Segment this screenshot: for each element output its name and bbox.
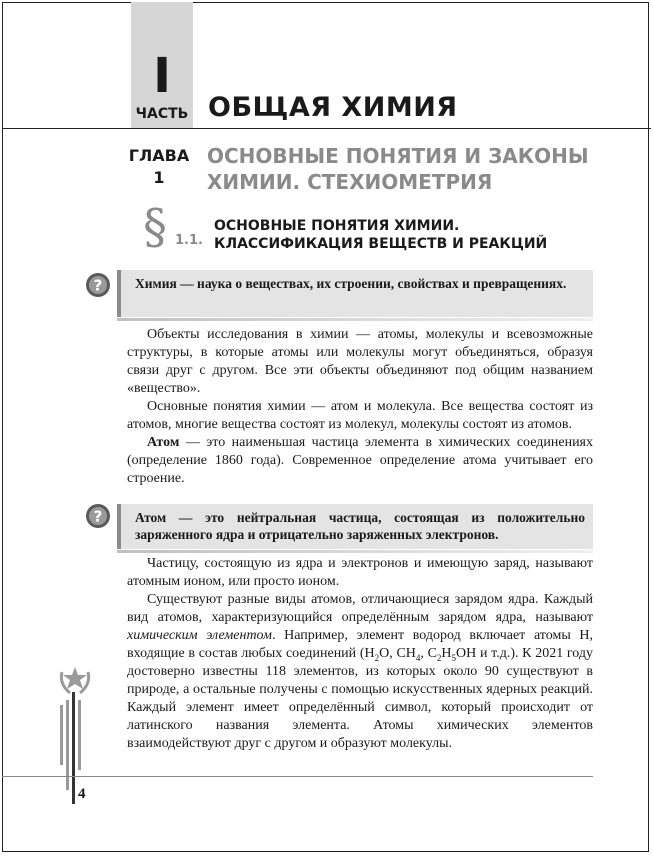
section-title — [214, 217, 594, 253]
header-rule — [2, 128, 651, 129]
definition-box-atom: Атом — это нейтральная частица, состоящая из положительно заряженного ядра и отрицательно заряженных электронов. — [117, 504, 593, 549]
svg-text:?: ? — [93, 276, 103, 295]
deco-bar — [72, 692, 75, 804]
svg-text:?: ? — [93, 507, 103, 526]
deco-bar — [60, 705, 63, 765]
part-title: ОБЩАЯ ХИМИЯ — [208, 92, 458, 123]
term-chemical-element: химическим элементом — [127, 628, 272, 643]
question-icon — [85, 272, 111, 298]
term-atom: Атом — [147, 435, 180, 450]
section-title-line2: КЛАССИФИКАЦИЯ ВЕЩЕСТВ И РЕАКЦИЙ — [214, 236, 548, 252]
star-wreath-icon — [56, 660, 94, 698]
part-number: I — [153, 48, 171, 104]
chapter-title-line2: ХИМИИ. СТЕХИОМЕТРИЯ — [207, 170, 493, 194]
paragraph: Объекты исследования в химии — атомы, молекулы и всевозможные структуры, в которые атомы или молекулы могут объединяться, образуя связи друг с другом. Все эти объекты объединяют под общим названием «вещество». — [127, 327, 593, 396]
section-title-line1: ОСНОВНЫЕ ПОНЯТИЯ ХИМИИ. — [214, 218, 460, 234]
chapter-number: 1 — [153, 168, 165, 187]
section-sign: § — [143, 199, 167, 255]
chapter-label — [128, 145, 190, 189]
chapter-title — [207, 143, 607, 195]
body-text-block-1 — [127, 326, 593, 488]
paragraph: Существуют разные виды атомов, отличающиеся зарядом ядра. Каждый вид атомов, характеризующийся определённым зарядом ядра, называют химическим элементом. Например, элемент водород включает атомы H, входящие в состав любых соединений ($H_2O$, $CH_4$, $C_2H_5OH$ и т.д.). К 2021 году достоверно известны 118 элементов, из которых около 90 существуют в природе, а остальные получены с помощью искусственных ядерных реакций. Каждый элемент имеет определённый символ, который происходит от латинского названия элемента. Атомы химических элементов взаимодействуют друг с другом и образуют молекулы. — [127, 592, 594, 751]
paragraph: Частицу, состоящую из ядра и электронов и имеющую заряд, называют атомным ионом, или просто ионом. — [127, 556, 593, 589]
definition-box-chemistry: Химия — наука о веществах, их строении, свойствах и превращениях. — [117, 270, 593, 317]
question-icon — [85, 503, 111, 529]
deco-bar — [78, 700, 81, 770]
body-text-block-2 — [127, 555, 593, 753]
paragraph: Атом — это наименьшая частица элемента в химических соединениях (определение 1860 года). Современное определение атома учитывает его строение. — [127, 435, 593, 486]
section-number: 1.1. — [175, 233, 203, 248]
chapter-word: ГЛАВА — [128, 146, 190, 165]
footer-rule — [2, 776, 593, 777]
page-number: 4 — [78, 786, 86, 802]
part-word: ЧАСТЬ — [135, 106, 189, 122]
paragraph: Основные понятия химии — атом и молекула. Все вещества состоят из атомов, многие вещества состоят из молекул, молекулы состоят из атомов. — [127, 399, 593, 432]
chapter-title-line1: ОСНОВНЫЕ ПОНЯТИЯ И ЗАКОНЫ — [207, 144, 589, 168]
